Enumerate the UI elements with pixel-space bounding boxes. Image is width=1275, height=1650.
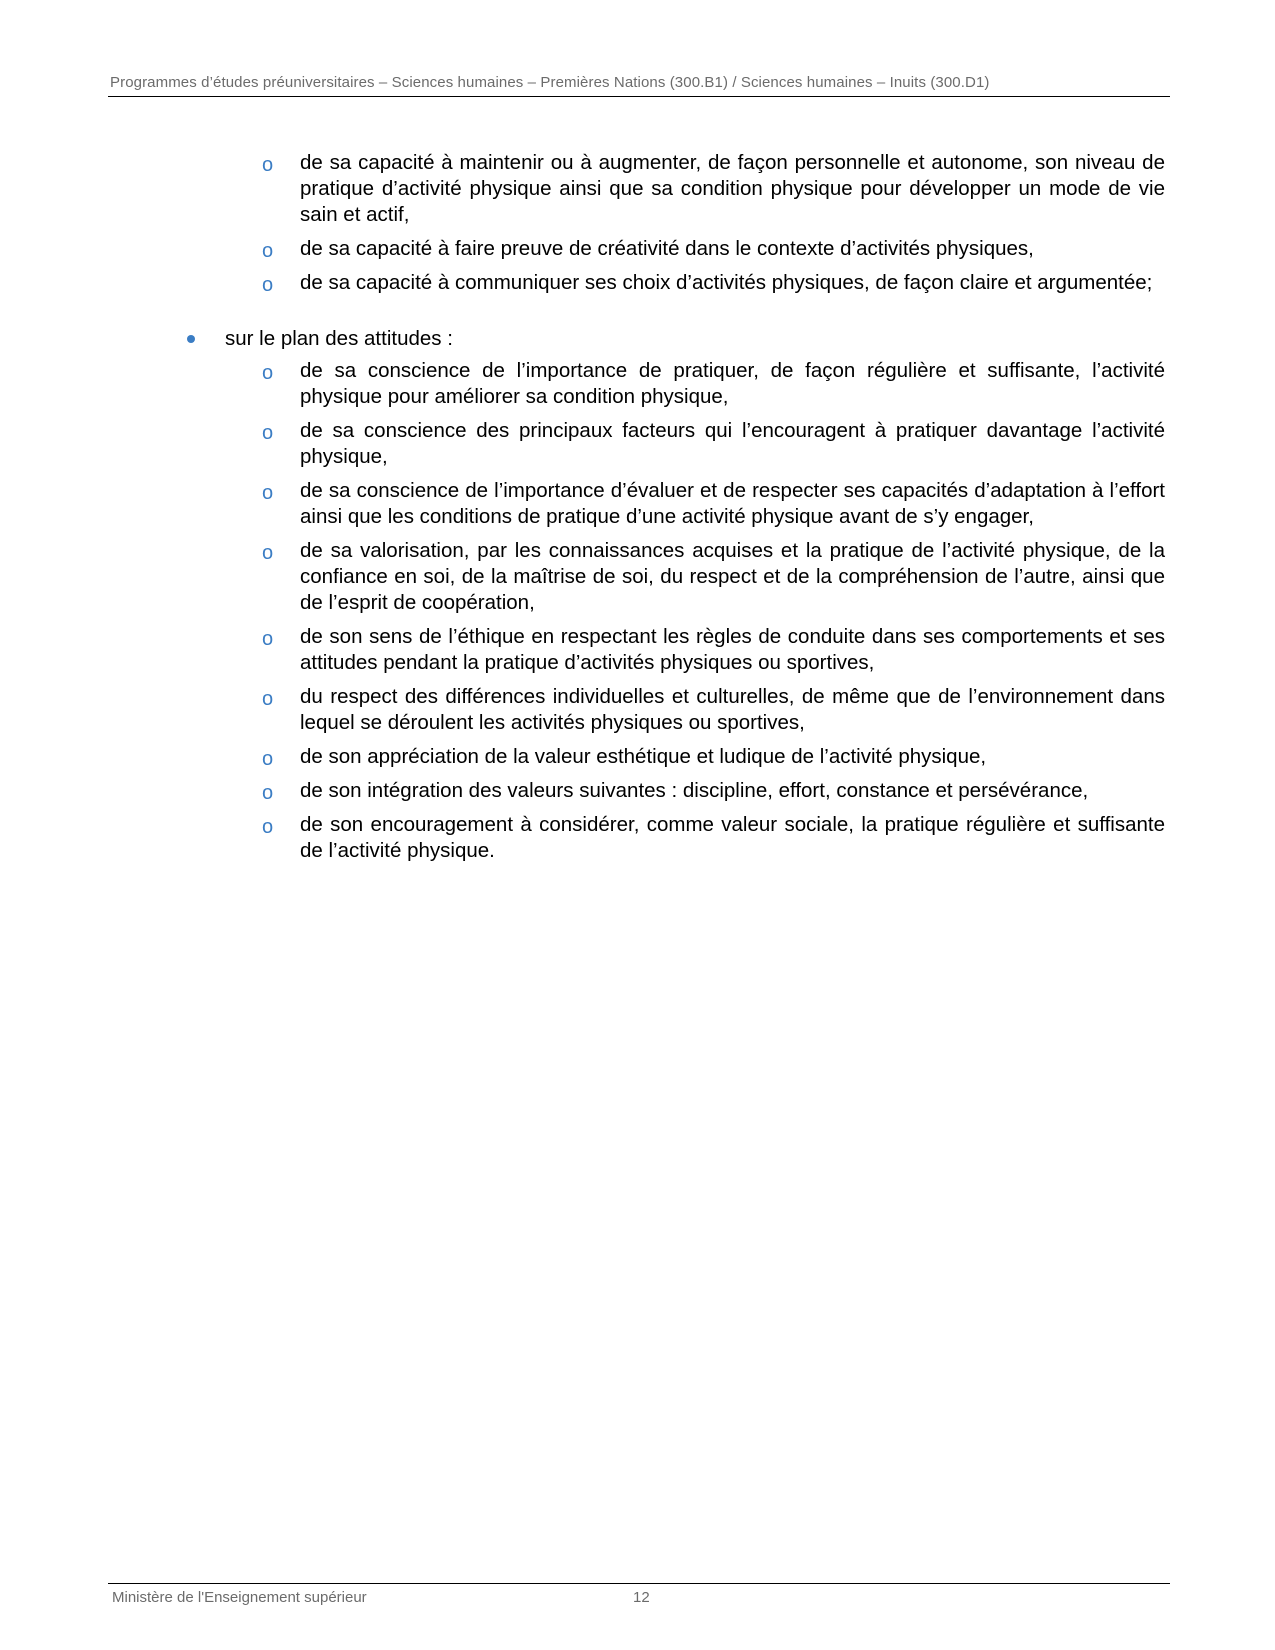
hollow-bullet-icon: o bbox=[262, 240, 274, 262]
list-item bbox=[262, 744, 1165, 770]
hollow-bullet-icon: o bbox=[262, 482, 274, 504]
list-item-text: de sa capacité à faire preuve de créativité dans le contexte d’activités physiques, bbox=[300, 237, 1034, 260]
list-item-text: de sa conscience de l’importance de pratiquer, de façon régulière et suffisante, l’activité physique pour améliorer sa condition physique, bbox=[300, 359, 1165, 408]
document-body bbox=[0, 150, 1275, 872]
list-item bbox=[262, 624, 1165, 676]
hollow-bullet-icon: o bbox=[262, 362, 274, 384]
footer-rule bbox=[108, 1583, 1170, 1584]
list-item bbox=[262, 270, 1165, 296]
attitudes-heading bbox=[225, 326, 1275, 352]
running-header: Programmes d’études préuniversitaires – Sciences humaines – Premières Nations (300.B1) / Sciences humaines – Inuits (300.D1) bbox=[110, 74, 990, 91]
list-item bbox=[262, 150, 1165, 228]
attitudes-label: sur le plan des attitudes : bbox=[225, 327, 453, 350]
list-item bbox=[262, 478, 1165, 530]
list-item bbox=[262, 778, 1165, 804]
list-item-text: de son appréciation de la valeur esthétique et ludique de l’activité physique, bbox=[300, 745, 987, 768]
list-item-text: de sa conscience de l’importance d’évaluer et de respecter ses capacités d’adaptation à l’effort ainsi que les conditions de pratique d’une activité physique avant de s’y engager, bbox=[300, 479, 1165, 528]
list-item-text: de sa capacité à communiquer ses choix d’activités physiques, de façon claire et argumentée; bbox=[300, 271, 1153, 294]
hollow-bullet-icon: o bbox=[262, 816, 274, 838]
list-item-text: de son encouragement à considérer, comme valeur sociale, la pratique régulière et suffisante de l’activité physique. bbox=[300, 813, 1165, 862]
hollow-bullet-icon: o bbox=[262, 422, 274, 444]
list-item bbox=[262, 812, 1165, 864]
list-item bbox=[262, 684, 1165, 736]
hollow-bullet-icon: o bbox=[262, 688, 274, 710]
filled-bullet-icon bbox=[187, 335, 195, 343]
list-item-text: de sa valorisation, par les connaissances acquises et la pratique de l’activité physique, de la confiance en soi, de la maîtrise de soi, du respect et de la compréhension de l’autre, ainsi que de l’esprit de coopération, bbox=[300, 539, 1165, 614]
list-item bbox=[262, 418, 1165, 470]
hollow-bullet-icon: o bbox=[262, 154, 274, 176]
footer-ministry: Ministère de l'Enseignement supérieur bbox=[112, 1589, 367, 1606]
list-item-text: de son sens de l’éthique en respectant les règles de conduite dans ses comportements et ses attitudes pendant la pratique d’activités physiques ou sportives, bbox=[300, 625, 1165, 674]
sub-list-attitudes bbox=[0, 358, 1275, 864]
hollow-bullet-icon: o bbox=[262, 274, 274, 296]
list-item bbox=[262, 538, 1165, 616]
hollow-bullet-icon: o bbox=[262, 628, 274, 650]
hollow-bullet-icon: o bbox=[262, 542, 274, 564]
page-number: 12 bbox=[633, 1589, 650, 1606]
list-item bbox=[262, 236, 1165, 262]
list-item-text: de sa capacité à maintenir ou à augmenter, de façon personnelle et autonome, son niveau de pratique d’activité physique ainsi que sa condition physique pour développer un mode de vie sain et actif, bbox=[300, 151, 1165, 226]
list-item-text: de sa conscience des principaux facteurs qui l’encouragent à pratiquer davantage l’activité physique, bbox=[300, 419, 1165, 468]
list-item-text: de son intégration des valeurs suivantes : discipline, effort, constance et persévérance, bbox=[300, 779, 1089, 802]
sub-list-top bbox=[0, 150, 1275, 296]
list-item bbox=[262, 358, 1165, 410]
hollow-bullet-icon: o bbox=[262, 748, 274, 770]
list-item-text: du respect des différences individuelles et culturelles, de même que de l’environnement dans lequel se déroulent les activités physiques ou sportives, bbox=[300, 685, 1165, 734]
header-rule bbox=[108, 96, 1170, 97]
hollow-bullet-icon: o bbox=[262, 782, 274, 804]
